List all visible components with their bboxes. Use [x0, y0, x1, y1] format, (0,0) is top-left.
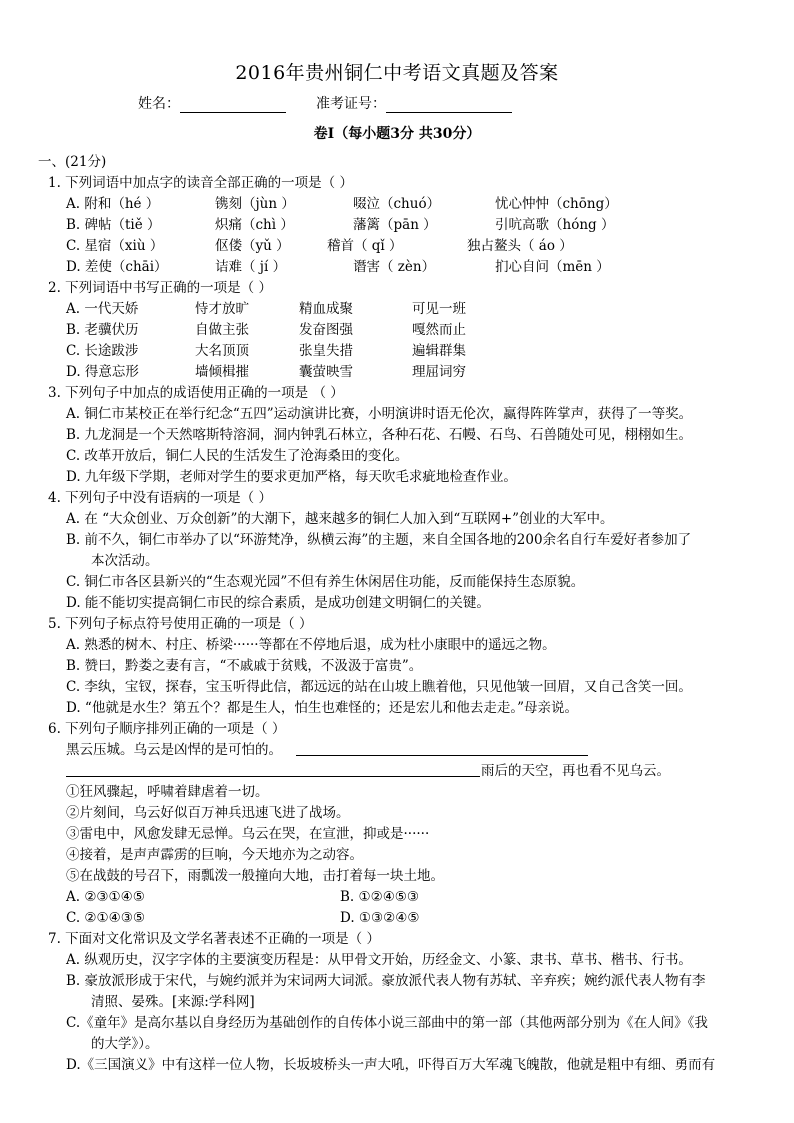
q3-option-b: B. 九龙洞是一个天然喀斯特溶洞，洞内钟乳石林立，各种石花、石幔、石鸟、石兽随处可见，栩栩如生。	[66, 427, 693, 443]
q3-option-a: A. 铜仁市某校正在举行纪念“五四”运动演讲比赛，小明演讲时语无伦次，赢得阵阵掌声，获得了一等奖。	[66, 406, 693, 422]
q2-option: D. 得意忘形	[66, 364, 139, 380]
q6-sentence-item: ④接着，是声声霹雳的巨响，今天地亦为之动容。	[66, 847, 363, 863]
name-blank[interactable]	[180, 98, 286, 113]
q5-option-c: C. 李纨，宝钗，探春，宝玉听得此信，都远远的站在山坡上瞧着他，只见他皱一回眉，又自己含笑一回。	[66, 679, 692, 695]
q5-option-a: A. 熟悉的树木、村庄、桥梁······等都在不停地后退，成为杜小康眼中的遥远之物。	[66, 637, 556, 653]
q2-option: 墙倾楫摧	[195, 364, 249, 380]
q1-option: 藩篱（pān ）	[353, 217, 437, 233]
q5-stem: 5. 下列句子标点符号使用正确的一项是（ ）	[48, 616, 313, 632]
q2-stem: 2. 下列词语中书写正确的一项是（ ）	[48, 280, 272, 296]
q7-option-c: C.《童年》是高尔基以自身经历为基础创作的自传体小说三部曲中的第一部（其他两部分别为《在人间》《我	[66, 1015, 708, 1031]
q4-option-a: A. 在 “大众创业、万众创新”的大潮下，越来越多的铜仁人加入到“互联网+”创业的大军中。	[66, 511, 614, 527]
q1-option: B. 碑帖（tiě ）	[66, 217, 161, 233]
q3-option-c: C. 改革开放后，铜仁人民的生活发生了沧海桑田的变化。	[66, 448, 409, 464]
q1-option: 独占鳌头（ áo ）	[467, 238, 573, 254]
q4-option-b: B. 前不久，铜仁市举办了以“环游梵净，纵横云海”的主题，来自全国各地的200余名自行车爱好者参加了	[66, 532, 692, 548]
q5-option-d: D. “他就是水生？第五个？都是生人，怕生也难怪的；还是宏儿和他去走走。”母亲说。	[66, 700, 578, 716]
q6-option-d: D. ①③②④⑤	[340, 910, 420, 926]
exam-number-label: 准考证号：	[316, 96, 386, 112]
q4-option-c: C. 铜仁市各区县新兴的“生态观光园”不但有养生休闲居住功能，反而能保持生态原貌。	[66, 574, 585, 590]
q6-sentence-item: ②片刻间，乌云好似百万神兵迅速飞进了战场。	[66, 805, 350, 821]
q2-option: 大名顶顶	[195, 343, 249, 359]
q1-option: 炽痛（chì ）	[215, 217, 294, 233]
q1-option: D. 差使（chāi）	[66, 259, 168, 275]
q2-option: C. 长途跋涉	[66, 343, 139, 359]
q6-option-c: C. ②①④③⑤	[66, 910, 145, 926]
q4-stem: 4. 下列句子中没有语病的一项是（ ）	[48, 490, 272, 506]
q1-option: A. 附和（hé ）	[66, 196, 160, 212]
q1-option: 稽首（ qǐ ）	[327, 238, 403, 254]
q2-option: 自做主张	[195, 322, 249, 338]
q6-sentence-item: ③雷电中，风愈发肆无忌惮。乌云在哭，在宣泄，抑或是······	[66, 826, 430, 842]
q1-option: 镌刻（jùn ）	[215, 196, 295, 212]
q2-option: 理屈词穷	[412, 364, 466, 380]
document-title: 2016年贵州铜仁中考语文真题及答案	[235, 62, 559, 84]
q2-option: 张皇失措	[299, 343, 353, 359]
exam-number-row	[316, 93, 512, 113]
q6-passage-line2: 雨后的天空，再也看不见乌云。	[481, 763, 670, 779]
q6-sentence-item: ①狂风骤起，呼啸着肆虐着一切。	[66, 784, 269, 800]
q7-stem: 7. 下面对文化常识及文学名著表述不正确的一项是（ ）	[48, 931, 380, 947]
q7-option-b: B. 豪放派形成于宋代，与婉约派并为宋词两大词派。豪放派代表人物有苏轼、辛弃疾；婉约派代表人物有李	[66, 973, 706, 989]
exam-number-blank[interactable]	[386, 98, 512, 113]
section-heading: 一、(21分)	[38, 154, 107, 170]
q7-option-a: A. 纵观历史，汉字字体的主要演变历程是：从甲骨文开始，历经金文、小篆、隶书、草书、楷书、行书。	[66, 952, 692, 968]
name-label: 姓名：	[138, 96, 180, 112]
q1-stem: 1. 下列词语中加点字的读音全部正确的一项是（ ）	[48, 175, 353, 191]
q2-option: 精血成聚	[299, 301, 353, 317]
q2-option: 恃才放旷	[195, 301, 249, 317]
q4-option-b-cont: 本次活动。	[91, 553, 159, 569]
q6-option-a: A. ②③①④⑤	[66, 889, 145, 905]
q6-answer-blank-1	[296, 755, 588, 756]
q1-option: C. 星宿（xiù ）	[66, 238, 164, 254]
q1-option: 忧心忡忡（chōng）	[495, 196, 618, 212]
q6-answer-blank-2	[66, 776, 480, 777]
q1-option: 扪心自问（mēn ）	[495, 259, 610, 275]
q4-option-d: D. 能不能切实提高铜仁市民的综合素质，是成功创建文明铜仁的关键。	[66, 595, 490, 611]
q6-option-b: B. ①②④⑤③	[340, 889, 420, 905]
q2-option: 嘎然而止	[412, 322, 466, 338]
q7-option-d: D.《三国演义》中有这样一位人物，长坂坡桥头一声大吼，吓得百万大军魂飞魄散，他就是粗中有细、勇而有	[66, 1057, 716, 1073]
q1-option: 伛偻（yǔ ）	[215, 238, 290, 254]
name-field-row	[138, 93, 286, 113]
q1-option: 谮害（ zèn）	[353, 259, 436, 275]
q3-option-d: D. 九年级下学期，老师对学生的要求更加严格，每天吹毛求疵地检查作业。	[66, 469, 517, 485]
q2-option: B. 老骥伏历	[66, 322, 139, 338]
q1-option: 诘难（ jí ）	[215, 259, 287, 275]
q2-option: A. 一代天娇	[66, 301, 139, 317]
q3-stem: 3. 下列句子中加点的成语使用正确的一项是 （ ）	[48, 385, 344, 401]
q6-passage-line1: 黑云压城。乌云是凶悍的是可怕的。	[66, 742, 282, 758]
q6-stem: 6. 下列句子顺序排列正确的一项是（ ）	[48, 721, 286, 737]
q2-option: 遍辑群集	[412, 343, 466, 359]
paper-heading: 卷Ⅰ（每小题3分 共30分）	[313, 126, 481, 142]
q1-option: 啜泣（chuó）	[353, 196, 441, 212]
q2-option: 发奋图强	[299, 322, 353, 338]
q2-option: 囊萤映雪	[299, 364, 353, 380]
q7-option-c-cont: 的大学》）。	[91, 1036, 159, 1052]
q7-option-b-cont: 清照、晏殊。[来源:学科网]	[91, 994, 255, 1010]
q1-option: 引吭高歌（hóng ）	[495, 217, 615, 233]
q6-sentence-item: ⑤在战鼓的号召下，雨瓢泼一般撞向大地，击打着每一块土地。	[66, 868, 444, 884]
q2-option: 可见一班	[412, 301, 466, 317]
q5-option-b: B. 赞曰，黔娄之妻有言，“不戚戚于贫贱，不汲汲于富贵”。	[66, 658, 423, 674]
